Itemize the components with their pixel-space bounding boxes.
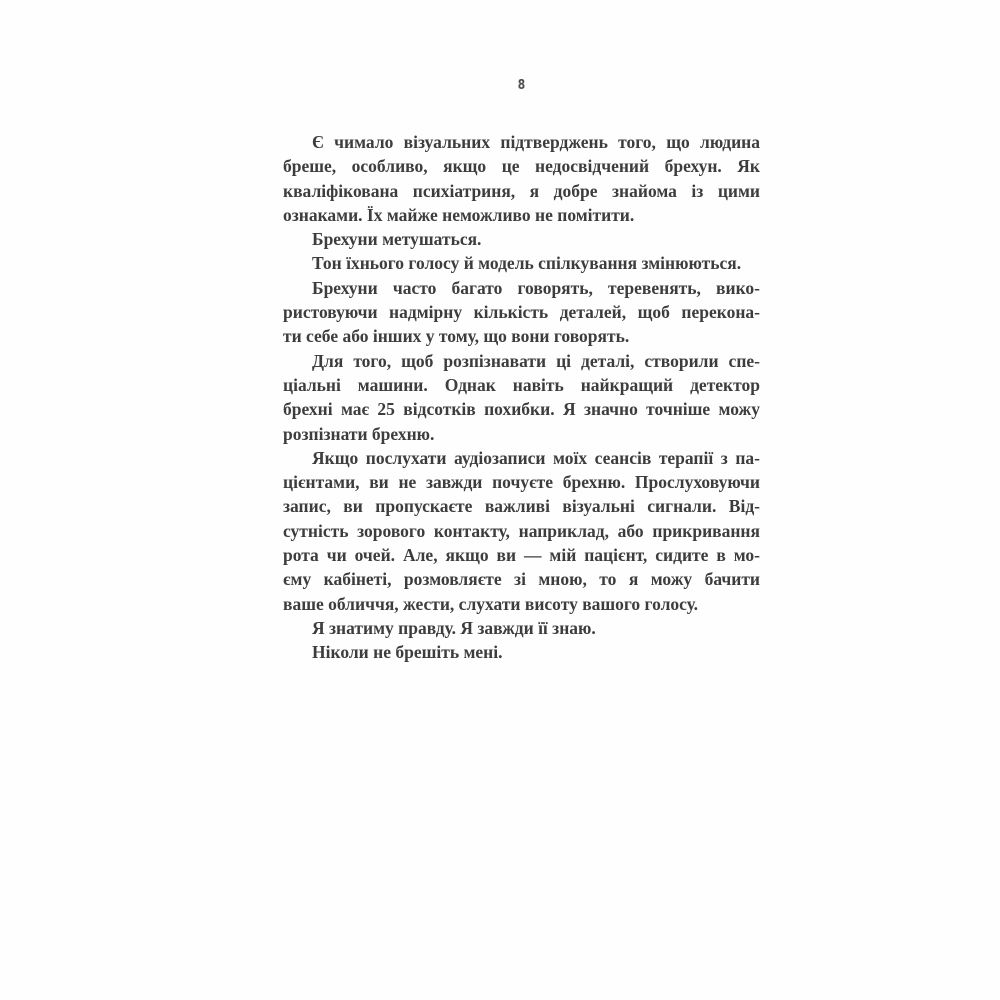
text-line: рота чи очей. Але, якщо ви — мій пацієнт, сидите в мо- (283, 545, 760, 566)
text-line: цієнтами, ви не завжди почуєте брехню. Прослуховуючи (283, 472, 760, 493)
page-text-block (283, 130, 760, 665)
text-line: Брехуни метушаться. (312, 229, 482, 250)
text-line: ристовуючи надмірну кількість деталей, щоб перекона- (283, 302, 760, 323)
text-line: єму кабінеті, розмовляєте зі мною, то я можу бачити (283, 569, 760, 590)
paragraph (283, 640, 760, 664)
text-line: ціальні машини. Однак навіть найкращий детектор (283, 374, 760, 395)
text-line: ознаками. Їх майже неможливо не помітити. (283, 204, 635, 225)
text-line: ти себе або інших у тому, що вони говорять. (283, 326, 630, 347)
text-line: ваше обличчя, жести, слухати висоту вашого голосу. (283, 593, 699, 614)
paragraph (283, 616, 760, 640)
paragraph (283, 349, 760, 446)
paragraph (283, 227, 760, 251)
text-line: запис, ви пропускаєте важливі візуальні сигнали. Від- (283, 496, 760, 517)
text-line: Для того, щоб розпізнавати ці деталі, створили спе- (312, 350, 760, 371)
text-line: сутність зорового контакту, наприклад, або прикривання (283, 520, 760, 541)
text-line: Якщо послухати аудіозаписи моїх сеансів терапії з па- (312, 447, 760, 468)
paragraph (283, 130, 760, 227)
paragraph (283, 251, 760, 275)
page-number: 8 (517, 78, 526, 93)
text-line: Є чимало візуальних підтверджень того, що людина (312, 132, 760, 152)
text-line: брехні має 25 відсотків похибки. Я значно точніше можу (283, 399, 760, 420)
text-line: кваліфікована психіатриня, я добре знайома із цими (283, 180, 760, 201)
text-line: Брехуни часто багато говорять, теревенять, вико- (312, 277, 760, 298)
paragraph (283, 446, 760, 616)
text-line: Тон їхнього голосу й модель спілкування змінюються. (312, 253, 742, 274)
text-line: бреше, особливо, якщо це недосвідчений брехун. Як (283, 156, 760, 177)
text-line: Я знатиму правду. Я завжди її знаю. (312, 617, 596, 638)
text-line: розпізнати брехню. (283, 423, 435, 444)
text-line: Ніколи не брешіть мені. (312, 642, 503, 663)
paragraph (283, 276, 760, 349)
